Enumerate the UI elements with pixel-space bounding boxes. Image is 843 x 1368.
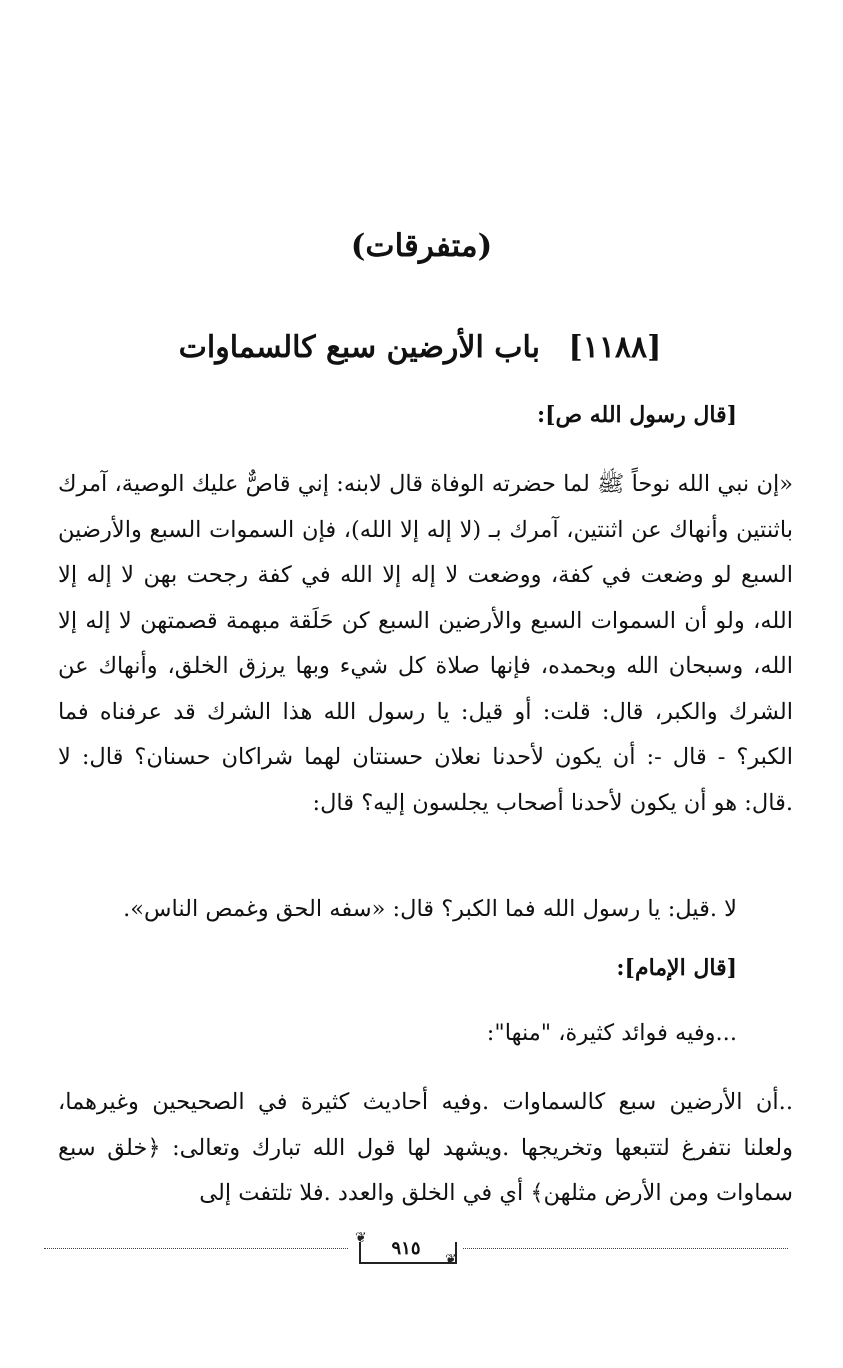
section-title: (متفرقات) — [350, 228, 493, 264]
chapter-number: [١١٨٨] — [568, 330, 662, 365]
narrator-label: [قال رسول الله ص]: — [536, 402, 737, 428]
chapter-heading — [60, 330, 780, 365]
page-number: ٩١٥ — [391, 1238, 421, 1259]
hadith-text: «إن نبي الله نوحاً ﷺ لما حضرته الوفاة قال لابنه: إني قاصٌّ عليك الوصية، آمرك باثنتين وأنهاك عن اثنتين، آمرك بـ (لا إله إلا الله)، فإن السموات السبع والأرضين السبع لو وضعت في كفة، ووضعت لا إله إلا الله في كفة رجحت بهن لا إله إلا الله، ولو أن السموات السبع والأرضين السبع كن حَلَقة مبهمة قصمتهن لا إله إلا الله، وسبحان الله وبحمده، فإنها صلاة كل شيء وبها يرزق الخلق، وأنهاك عن الشرك والكبر، قال: قلت: أو قيل: يا رسول الله هذا الشرك قد عرفناه فما الكبر؟ - قال -: أن يكون لأحدنا نعلان حسنتان لهما شراكان حسنان؟ قال: لا .قال: هو أن يكون لأحدنا أصحاب يجلسون إليه؟ قال: — [58, 471, 793, 816]
imam-label: [قال الإمام]: — [616, 955, 737, 981]
chapter-title: باب الأرضين سبع كالسماوات — [178, 330, 541, 365]
page-number-box — [349, 1230, 463, 1268]
commentary-text: ..أن الأرضين سبع كالسماوات .وفيه أحاديث كثيرة في الصحيحين وغيرهما، ولعلنا نتفرغ لتتبعها وتخريجها .ويشهد لها قول الله تبارك وتعالى: ﴿خلق سبع سماوات ومن الأرض مثلهن﴾ أي في الخلق والعدد .فلا تلتفت إلى — [58, 1089, 793, 1206]
ornament-icon: ❦ — [445, 1252, 457, 1268]
benefits-intro: ...وفيه فوائد كثيرة، "منها": — [486, 1020, 737, 1046]
ornament-icon: ❦ — [355, 1230, 367, 1246]
page-footer — [44, 1230, 788, 1274]
hadith-final-line: لا .قيل: يا رسول الله فما الكبر؟ قال: «سفه الحق وغمص الناس». — [123, 896, 737, 922]
